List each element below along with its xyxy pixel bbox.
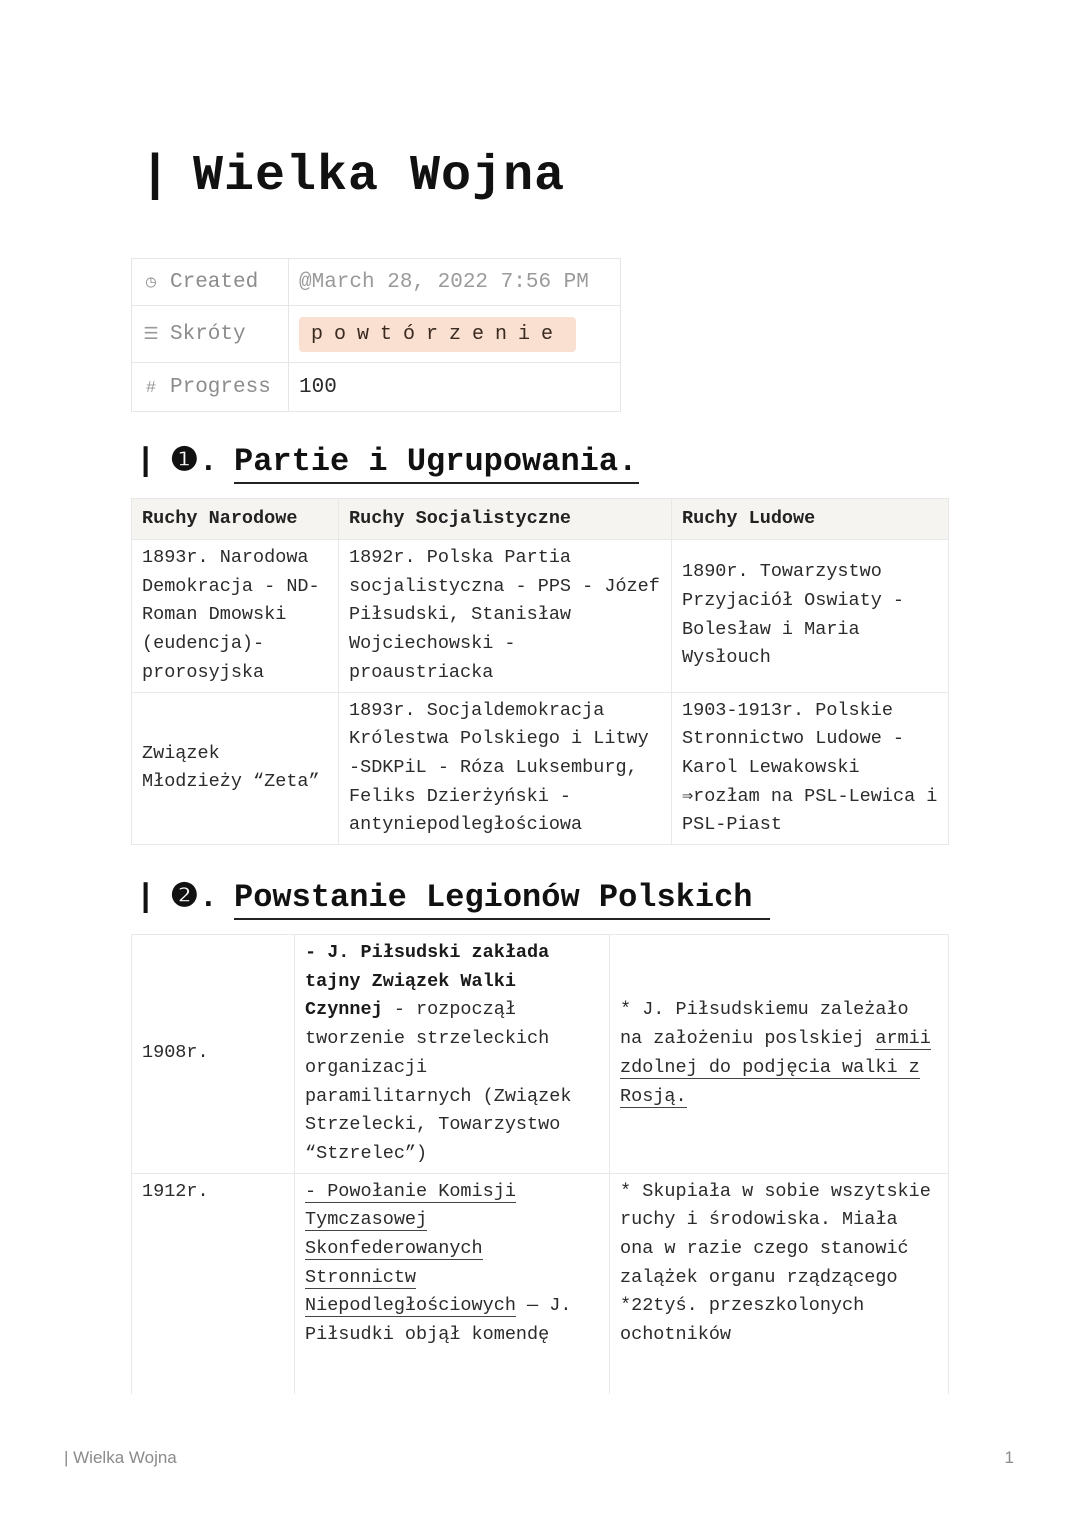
properties-table: [131, 258, 621, 412]
underlined-text: - Powołanie Komisji Tymczasowej Skonfederowanych Stronnictw Niepodległościowych: [305, 1180, 516, 1317]
section-number: ❷.: [170, 879, 218, 916]
page-number: 1: [1004, 1448, 1014, 1467]
section-title: Powstanie Legionów Polskich: [234, 879, 770, 920]
legions-table: [131, 934, 949, 1394]
property-key[interactable]: # Progress: [132, 363, 289, 412]
property-value-created[interactable]: @March 28, 2022 7:56 PM: [289, 259, 621, 306]
note-cell: * J. Piłsudskiemu zależało na założeniu poslskiej armii zdolnej do podjęcia walki z Rosją.: [610, 935, 949, 1174]
table-cell: 1892r. Polska Partia socjalistyczna - PPS - Józef Piłsudski, Stanisław Wojciechowski - proaustriacka: [339, 540, 672, 693]
property-row-progress: [132, 363, 621, 412]
table-header-row: [132, 499, 949, 540]
property-key[interactable]: ☰ Skróty: [132, 306, 289, 363]
table-row: [132, 692, 949, 845]
section-heading-2: | ❷. Powstanie Legionów Polskich: [136, 876, 770, 916]
section-title: Partie i Ugrupowania.: [234, 443, 639, 484]
table-row: [132, 935, 949, 1174]
property-value-progress[interactable]: 100: [289, 363, 621, 412]
table-cell: 1903-1913r. Polskie Stronnictwo Ludowe - Karol Lewakowski ⇒rozłam na PSL-Lewica i PSL-Piast: [672, 692, 949, 845]
section-number: ❶.: [170, 443, 218, 480]
event-cell: - Powołanie Komisji Tymczasowej Skonfederowanych Stronnictw Niepodległościowych — J. Piłsudki objął komendę: [295, 1173, 610, 1394]
column-header: Ruchy Socjalistyczne: [339, 499, 672, 540]
table-cell: 1893r. Socjaldemokracja Królestwa Polskiego i Litwy -SDKPiL - Róza Luksemburg, Feliks Dzierżyński - antyniepodległościowa: [339, 692, 672, 845]
table-cell: 1890r. Towarzystwo Przyjaciół Oswiaty - Bolesław i Maria Wysłouch: [672, 540, 949, 693]
page-title-text: Wielka Wojna: [193, 148, 566, 205]
underlined-text: armii zdolnej do podjęcia walki z Rosją.: [620, 1028, 931, 1107]
property-key[interactable]: ◷ Created: [132, 259, 289, 306]
tag-badge[interactable]: powtórzenie: [299, 317, 576, 352]
column-header: Ruchy Ludowe: [672, 499, 949, 540]
clock-icon: ◷: [145, 273, 157, 293]
footer-title: | Wielka Wojna: [64, 1448, 177, 1467]
section-heading-1: | ❶. Partie i Ugrupowania.: [136, 440, 639, 480]
year-cell: 1908r.: [132, 935, 295, 1174]
year-cell: 1912r.: [132, 1173, 295, 1394]
column-header: Ruchy Narodowe: [132, 499, 339, 540]
property-row-created: [132, 259, 621, 306]
hash-icon: #: [145, 378, 157, 398]
table-row: [132, 1173, 949, 1394]
table-cell: Związek Młodzieży “Zeta”: [132, 692, 339, 845]
property-row-skroty: [132, 306, 621, 363]
event-bold-text: - J. Piłsudski zakłada tajny Związek Walki Czynnej: [305, 942, 550, 1021]
table-cell: 1893r. Narodowa Demokracja - ND- Roman Dmowski (eudencja)-prorosyjska: [132, 540, 339, 693]
page-title: [140, 148, 565, 205]
table-row: [132, 540, 949, 693]
parties-table: [131, 498, 949, 845]
list-icon: ☰: [143, 325, 159, 345]
title-bar: |: [140, 148, 172, 205]
property-value-skroty[interactable]: [289, 306, 621, 363]
note-cell: * Skupiała w sobie wszytskie ruchy i środowiska. Miała ona w razie czego stanowić zalążek organu rządzącego *22tyś. przeszkolonych ochotników: [610, 1173, 949, 1394]
event-cell: - J. Piłsudski zakłada tajny Związek Walki Czynnej - rozpoczął tworzenie strzeleckich organizacji paramilitarnych (Związek Strzelecki, Towarzystwo “Stzrelec”): [295, 935, 610, 1174]
